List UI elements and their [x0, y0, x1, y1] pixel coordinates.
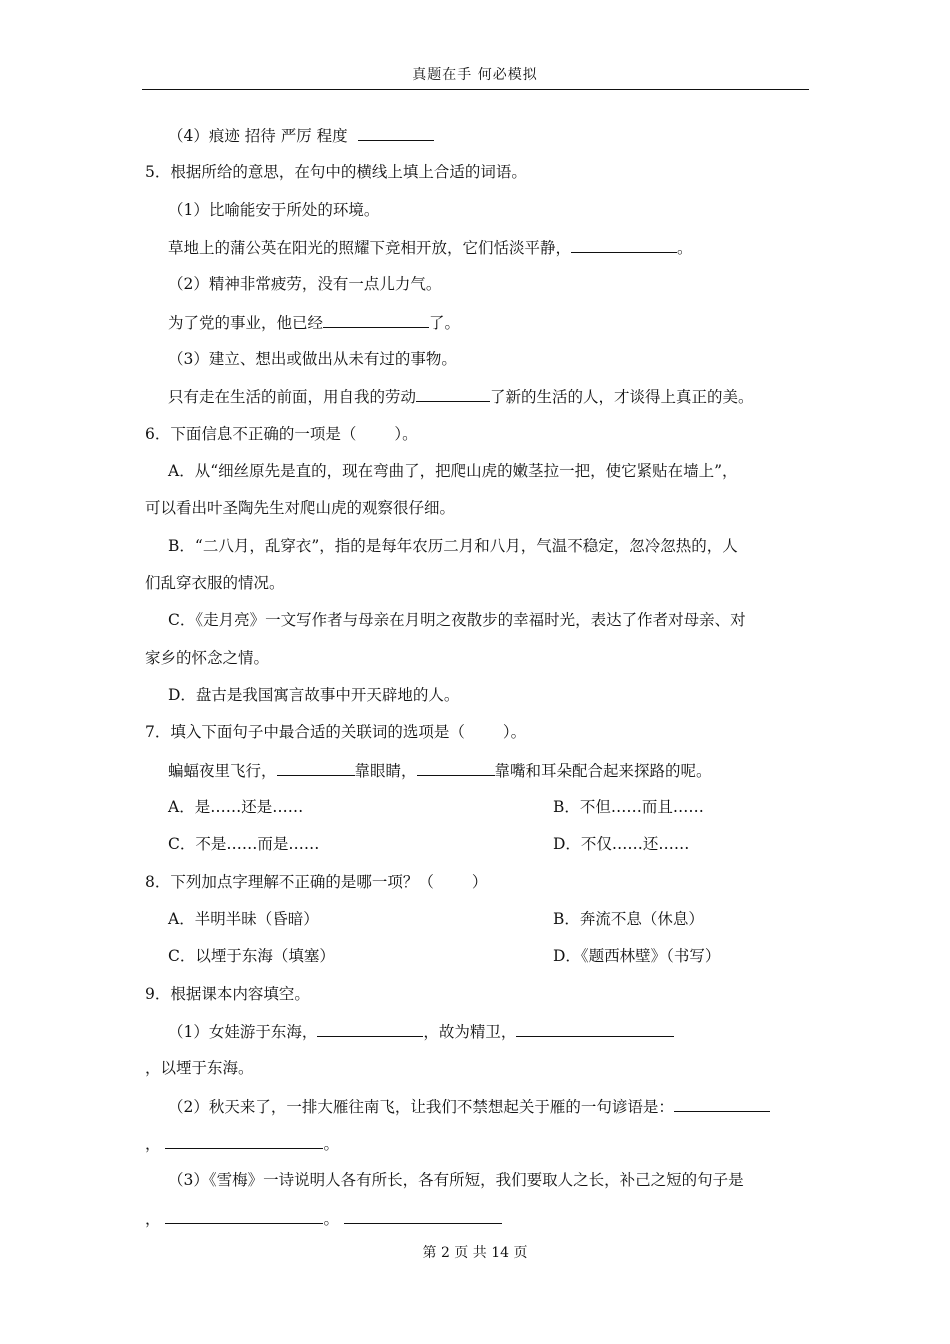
q8-option-b: B．奔流不息（休息）	[553, 910, 704, 928]
q9-part3-tail	[145, 1208, 502, 1229]
q9-part2	[168, 1096, 770, 1117]
q9-part3-blank-1[interactable]	[165, 1208, 323, 1224]
q8-option-d: D．《题西林壁》（书写）	[553, 947, 721, 965]
q5-part1-sentence	[168, 237, 693, 258]
q8-stem-a: 8．下列加点字理解不正确的是哪一项？（	[145, 873, 434, 891]
q7-option-b: B．不但……而且……	[553, 798, 704, 816]
q8-stem-b: ）	[471, 873, 488, 891]
q6-option-d: D．盘古是我国寓言故事中开天辟地的人。	[168, 686, 460, 704]
q5-part3-meaning: （3）建立、想出或做出从未有过的事物。	[168, 350, 457, 368]
q5-part2-meaning: （2）精神非常疲劳，没有一点儿力气。	[168, 275, 442, 293]
q9-part2-a: （2）秋天来了，一排大雁往南飞，让我们不禁想起关于雁的一句谚语是：	[168, 1098, 674, 1116]
q7-option-a: A．是……还是……	[168, 798, 304, 816]
q9-part2-blank-1[interactable]	[674, 1096, 770, 1112]
q6-stem	[145, 424, 418, 444]
q9-part2-b: ，	[145, 1135, 161, 1153]
q5-part3-blank[interactable]	[416, 386, 490, 402]
q7-sentence-a: 蝙蝠夜里飞行，	[168, 762, 277, 780]
q6-stem-a: 6．下面信息不正确的一项是（	[145, 425, 357, 443]
q4-item-4-text: （4）痕迹 招待 严厉 程度	[168, 127, 348, 145]
q9-part3-c: 。	[323, 1210, 339, 1228]
q7-stem	[145, 722, 526, 742]
q5-part1-blank[interactable]	[571, 237, 677, 253]
q5-part1-meaning: （1）比喻能安于所处的环境。	[168, 201, 380, 219]
q6-option-c-line2: 家乡的怀念之情。	[145, 649, 270, 667]
q9-part1-b: ，故为精卫，	[423, 1023, 517, 1041]
q9-part2-c: 。	[323, 1135, 339, 1153]
q7-blank-1[interactable]	[277, 760, 355, 776]
q6-option-a-line2: 可以看出叶圣陶先生对爬山虎的观察很仔细。	[145, 499, 456, 517]
q9-part1-tail: ，以堙于东海。	[145, 1059, 254, 1077]
q7-sentence-c: 靠嘴和耳朵配合起来探路的呢。	[494, 762, 712, 780]
q7-option-d: D．不仅……还……	[553, 835, 690, 853]
q6-option-c-line1: C．《走月亮》一文写作者与母亲在月明之夜散步的幸福时光，表达了作者对母亲、对	[168, 611, 746, 629]
q9-stem: 9．根据课本内容填空。	[145, 985, 310, 1003]
q5-part1-sentence-b: 。	[677, 239, 693, 257]
q7-stem-b: ）。	[502, 723, 527, 741]
q7-blank-2[interactable]	[417, 760, 495, 776]
q9-part1-a: （1）女娃游于东海，	[168, 1023, 318, 1041]
q5-part2-sentence-a: 为了党的事业，他已经	[168, 314, 324, 332]
q6-option-a-line1: A．从“细丝原先是直的，现在弯曲了，把爬山虎的嫩茎拉一把，使它紧贴在墙上”，	[168, 462, 738, 480]
q5-part3-sentence	[168, 386, 754, 407]
q5-part3-sentence-a: 只有走在生活的前面，用自我的劳动	[168, 388, 417, 406]
q4-item-4-blank[interactable]	[358, 125, 434, 141]
page-footer: 第 2 页 共 14 页	[422, 1245, 528, 1261]
q7-sentence	[168, 760, 712, 781]
q9-part1-blank-2[interactable]	[516, 1021, 674, 1037]
q6-stem-b: ）。	[394, 425, 418, 443]
q5-part2-sentence	[168, 312, 460, 333]
q5-stem: 5．根据所给的意思，在句中的横线上填上合适的词语。	[145, 163, 527, 181]
q9-part3-blank-2[interactable]	[344, 1208, 502, 1224]
q6-option-b-line1: B．“二八月，乱穿衣”，指的是每年农历二月和八月，气温不稳定，忽冷忽热的，人	[168, 537, 738, 555]
q8-stem	[145, 872, 487, 892]
page-header: 真题在手 何必模拟	[412, 67, 538, 83]
q9-part1-blank-1[interactable]	[317, 1021, 423, 1037]
q5-part3-sentence-b: 了新的生活的人，才谈得上真正的美。	[490, 388, 754, 406]
header-divider	[142, 89, 809, 90]
q9-part1	[168, 1021, 674, 1042]
q5-part2-blank[interactable]	[323, 312, 429, 328]
q7-sentence-b: 靠眼睛，	[354, 762, 417, 780]
q7-option-c: C．不是……而是……	[168, 835, 320, 853]
q4-item-4	[168, 125, 434, 146]
q9-part3-b: ，	[145, 1210, 161, 1228]
q9-part2-blank-2[interactable]	[165, 1133, 323, 1149]
q9-part3: （3）《雪梅》一诗说明人各有所长，各有所短，我们要取人之长，补己之短的句子是	[168, 1171, 744, 1189]
q5-part2-sentence-b: 了。	[429, 314, 461, 332]
q8-option-a: A．半明半昧（昏暗）	[168, 910, 319, 928]
q7-stem-a: 7．填入下面句子中最合适的关联词的选项是（	[145, 723, 465, 741]
q6-option-b-line2: 们乱穿衣服的情况。	[145, 574, 285, 592]
q9-part2-tail	[145, 1133, 339, 1154]
q8-option-c: C．以堙于东海（填塞）	[168, 947, 335, 965]
q5-part1-sentence-a: 草地上的蒲公英在阳光的照耀下竞相开放，它们恬淡平静，	[168, 239, 572, 257]
